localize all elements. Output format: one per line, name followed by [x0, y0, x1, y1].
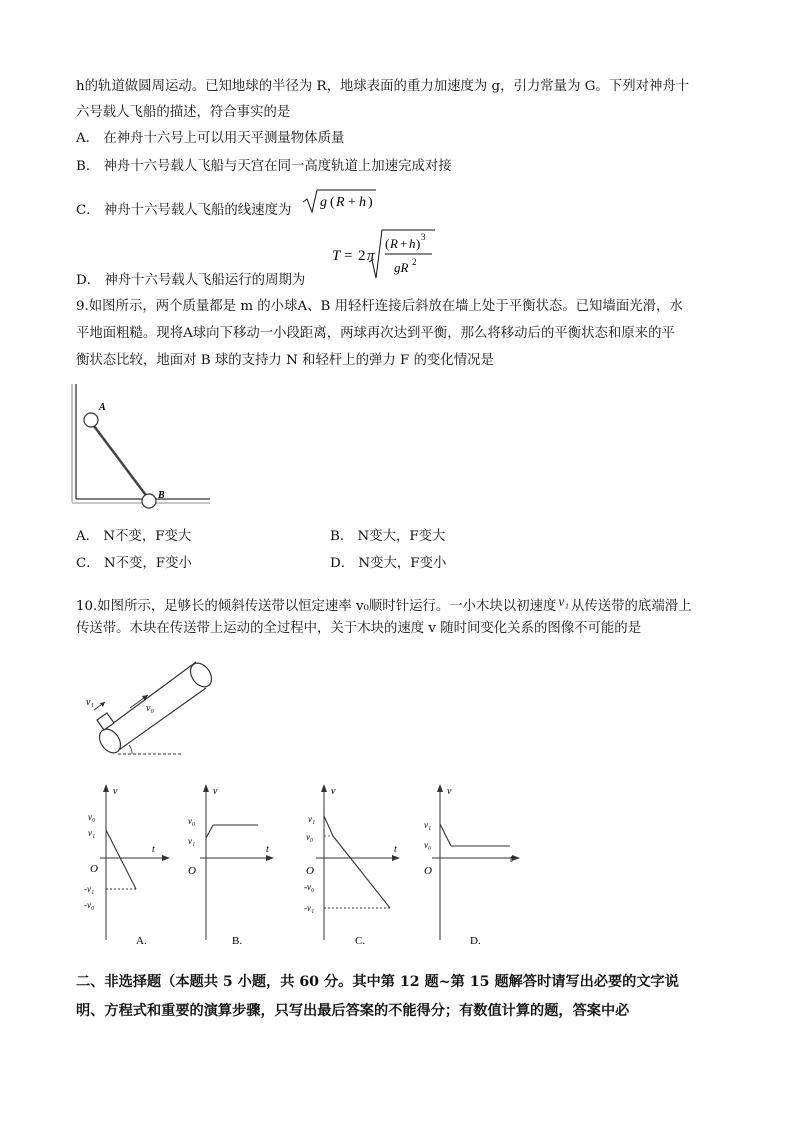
q8-option-d: D． 神舟十六号载人飞船运行的周期为 [76, 273, 306, 288]
svg-text:v: v [447, 786, 452, 797]
q9-option-d: D． N变大，F变小 [330, 556, 447, 571]
q10-vt-graphs [80, 780, 560, 958]
ball-b [142, 494, 156, 508]
svg-text:gR: gR [394, 260, 409, 275]
svg-text:g: g [320, 195, 327, 210]
q8-option-b: B． 神舟十六号载人飞船与天宫在同一高度轨道上加速完成对接 [76, 159, 452, 174]
svg-text:v: v [213, 786, 218, 797]
svg-text:+: + [348, 195, 356, 210]
svg-text:v₁: v₁ [308, 814, 316, 824]
svg-text:v: v [113, 786, 118, 797]
q9-stem-line2: 平地面粗糙。现将A球向下移动一小段距离，两球再次达到平衡，那么将移动后的平衡状态和原来的平 [76, 326, 675, 341]
q8-option-a: A． 在神舟十六号上可以用天平测量物体质量 [76, 131, 345, 146]
graph-d [424, 784, 520, 947]
q9-option-a: A． N不变，F变大 [76, 529, 192, 544]
block [97, 713, 114, 730]
svg-text:t: t [152, 844, 155, 855]
svg-text:C.: C. [355, 935, 366, 947]
svg-text:π: π [367, 248, 375, 264]
q9-stem-line1: 9.如图所示，两个质量都是 m 的小球A、B 用轻杆连接后斜放在墙上处于平衡状态。已知墙面光滑，水 [76, 299, 683, 314]
ball-a [84, 413, 98, 427]
svg-text:t: t [266, 844, 269, 855]
svg-text:3: 3 [421, 232, 426, 242]
svg-text:v₀: v₀ [146, 703, 154, 714]
svg-text:h: h [409, 236, 416, 251]
q8-option-c-formula [300, 186, 380, 216]
svg-text:-v₁: -v₁ [84, 884, 95, 894]
svg-text:+: + [400, 236, 408, 251]
svg-text:(: ( [385, 236, 390, 251]
graph-a [84, 784, 170, 947]
svg-text:(: ( [330, 195, 335, 210]
svg-text:v₁: v₁ [88, 828, 96, 838]
svg-text:): ) [368, 195, 373, 210]
svg-text:B.: B. [232, 935, 243, 947]
q10-stem-line1: 10.如图所示，足够长的倾斜传送带以恒定速率 v₀顺时针运行。一小木块以初速度 v₁ 从传送带的底端滑上 [76, 594, 692, 614]
svg-text:t: t [510, 854, 513, 865]
svg-text:A.: A. [136, 935, 147, 947]
svg-text:2: 2 [412, 257, 417, 267]
svg-text:): ) [416, 236, 421, 251]
svg-text:A: A [99, 402, 106, 413]
svg-text:=: = [344, 248, 353, 264]
q9-stem-line3: 衡状态比较，地面对 B 球的支持力 N 和轻杆上的弹力 F 的变化情况是 [76, 353, 494, 368]
svg-text:v₀: v₀ [424, 840, 432, 850]
svg-text:t: t [394, 844, 397, 855]
svg-text:v₁: v₁ [188, 836, 196, 846]
graph-c [304, 784, 400, 947]
section2-line1: 二、非选择题（本题共 5 小题，共 60 分。其中第 12 题~第 15 题解答时请写出必要的文字说 [76, 974, 679, 990]
svg-text:O: O [424, 865, 432, 877]
q8-stem-line1: h的轨道做圆周运动。已知地球的半径为 R，地球表面的重力加速度为 g，引力常量为 G。下列对神舟十 [76, 79, 690, 94]
svg-text:v₀: v₀ [306, 832, 314, 842]
q9-option-b: B． N变大，F变大 [330, 529, 446, 544]
svg-text:R: R [390, 236, 398, 251]
svg-text:O: O [90, 863, 98, 875]
q8-option-c: C． 神舟十六号载人飞船的线速度为 [76, 203, 292, 218]
q9-option-c: C． N不变，F变小 [76, 556, 192, 571]
svg-text:B: B [158, 490, 165, 501]
q9-figure [68, 382, 216, 522]
q8-stem-line2: 六号载人飞船的描述，符合事实的是 [76, 105, 291, 120]
svg-text:-v₀: -v₀ [84, 900, 95, 910]
svg-text:R: R [336, 195, 345, 210]
q10-stem-line2: 传送带。木块在传送带上运动的全过程中，关于木块的速度 v 随时间变化关系的图像不可能的是 [76, 621, 642, 636]
svg-text:O: O [188, 865, 196, 877]
svg-text:v₁: v₁ [86, 697, 94, 708]
svg-text:v₀: v₀ [188, 816, 196, 826]
section2-line2: 明、方程式和重要的演算步骤，只写出最后答案的不能得分；有数值计算的题，答案中必 [76, 1003, 630, 1019]
q8-option-d-formula [330, 226, 440, 282]
svg-text:v₁: v₁ [424, 820, 432, 830]
svg-text:-v₁: -v₁ [304, 903, 315, 913]
svg-text:2: 2 [358, 248, 366, 264]
svg-text:T: T [332, 248, 341, 264]
svg-text:O: O [306, 865, 314, 877]
svg-text:h: h [359, 195, 366, 210]
svg-text:v₀: v₀ [88, 812, 96, 822]
svg-text:-v₀: -v₀ [304, 882, 315, 892]
q10-conveyor-figure [78, 648, 218, 760]
graph-b [188, 784, 274, 947]
svg-text:D.: D. [470, 935, 481, 947]
svg-text:v: v [331, 786, 336, 797]
